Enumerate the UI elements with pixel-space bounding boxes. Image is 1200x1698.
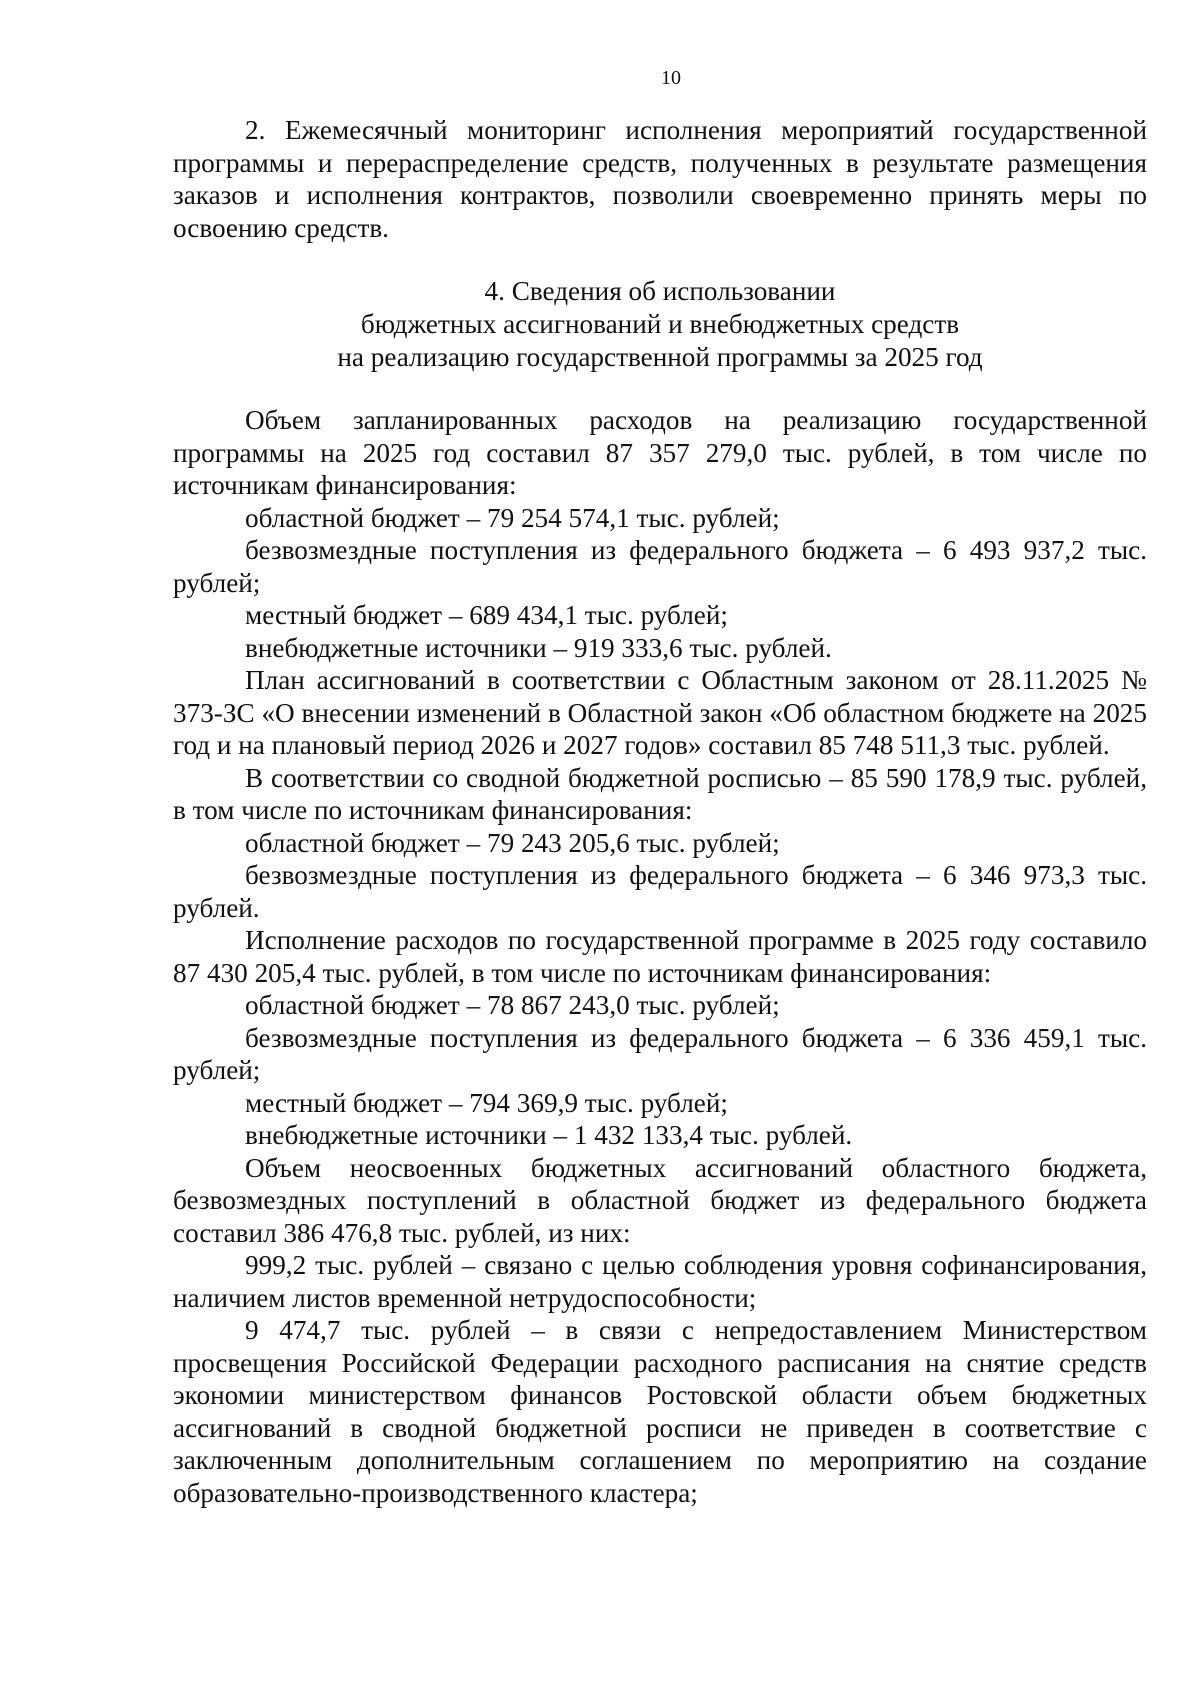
list-item: областной бюджет – 78 867 243,0 тыс. рублей; bbox=[245, 990, 780, 1020]
list-item: областной бюджет – 79 243 205,6 тыс. рублей; bbox=[245, 827, 780, 858]
section-heading-line: на реализацию государственной программы за 2025 год bbox=[337, 342, 983, 372]
list-item: внебюджетные источники – 1 432 133,4 тыс. рублей. bbox=[245, 1120, 853, 1150]
list-item: безвозмездные поступления из федерального бюджета – 6 336 459,1 тыс. рублей; bbox=[173, 1022, 1147, 1085]
body-paragraph: Объем неосвоенных бюджетных ассигнований областного бюджета, безвозмездных поступлений в областной бюджет из федерального бюджета составил 386 476,8 тыс. рублей, из них: bbox=[173, 1152, 1147, 1248]
section-heading-line: бюджетных ассигнований и внебюджетных средств bbox=[360, 309, 960, 339]
section-heading-line: 4. Сведения об использовании bbox=[484, 276, 836, 306]
body-paragraph: Исполнение расходов по государственной программе в 2025 году составило 87 430 205,4 тыс. рублей, в том числе по источникам финансирования: bbox=[173, 925, 1147, 988]
body-paragraph: Объем запланированных расходов на реализацию государственной программы на 2025 год составил 87 357 279,0 тыс. рублей, в том числе по источникам финансирования: bbox=[173, 405, 1147, 500]
body-paragraph: 999,2 тыс. рублей – связано с целью соблюдения уровня софинансирования, наличием листов временной нетрудоспособности; bbox=[173, 1250, 1147, 1313]
body-paragraph: В соответствии со сводной бюджетной росписью – 85 590 178,9 тыс. рублей, в том числе по источникам финансирования: bbox=[173, 762, 1147, 825]
section-heading bbox=[173, 275, 1147, 374]
list-item: областной бюджет – 79 254 574,1 тыс. рублей; bbox=[245, 502, 780, 533]
body-paragraph: 9 474,7 тыс. рублей – в связи с непредоставлением Министерством просвещения Российской Федерации расходного расписания на снятие средств экономии министерством финансов Ростовской области объем бюджетных ассигнований в сводной бюджетной росписи не приведен в соответствие с заключенным дополнительным соглашением по мероприятию на создание образовательно-производственного кластера; bbox=[173, 1315, 1147, 1508]
page-number: 10 bbox=[661, 67, 681, 89]
list-item: внебюджетные источники – 919 333,6 тыс. рублей. bbox=[245, 632, 832, 663]
intro-paragraph: 2. Ежемесячный мониторинг исполнения мероприятий государственной программы и перераспределение средств, полученных в результате размещения заказов и исполнения контрактов, позволили своевременно принять меры по освоению средств. bbox=[173, 115, 1147, 243]
list-item: местный бюджет – 689 434,1 тыс. рублей; bbox=[245, 600, 728, 630]
body-paragraph: План ассигнований в соответствии с Областным законом от 28.11.2025 № 373-ЗС «О внесении изменений в Областной закон «Об областном бюджете на 2025 год и на плановый период 2026 и 2027 годов» составил 85 748 511,3 тыс. рублей. bbox=[173, 665, 1147, 760]
list-item: безвозмездные поступления из федерального бюджета – 6 493 937,2 тыс. рублей; bbox=[173, 535, 1147, 598]
list-item: безвозмездные поступления из федерального бюджета – 6 346 973,3 тыс. рублей. bbox=[173, 860, 1147, 923]
document-body bbox=[173, 114, 1147, 1509]
list-item: местный бюджет – 794 369,9 тыс. рублей; bbox=[245, 1087, 728, 1118]
